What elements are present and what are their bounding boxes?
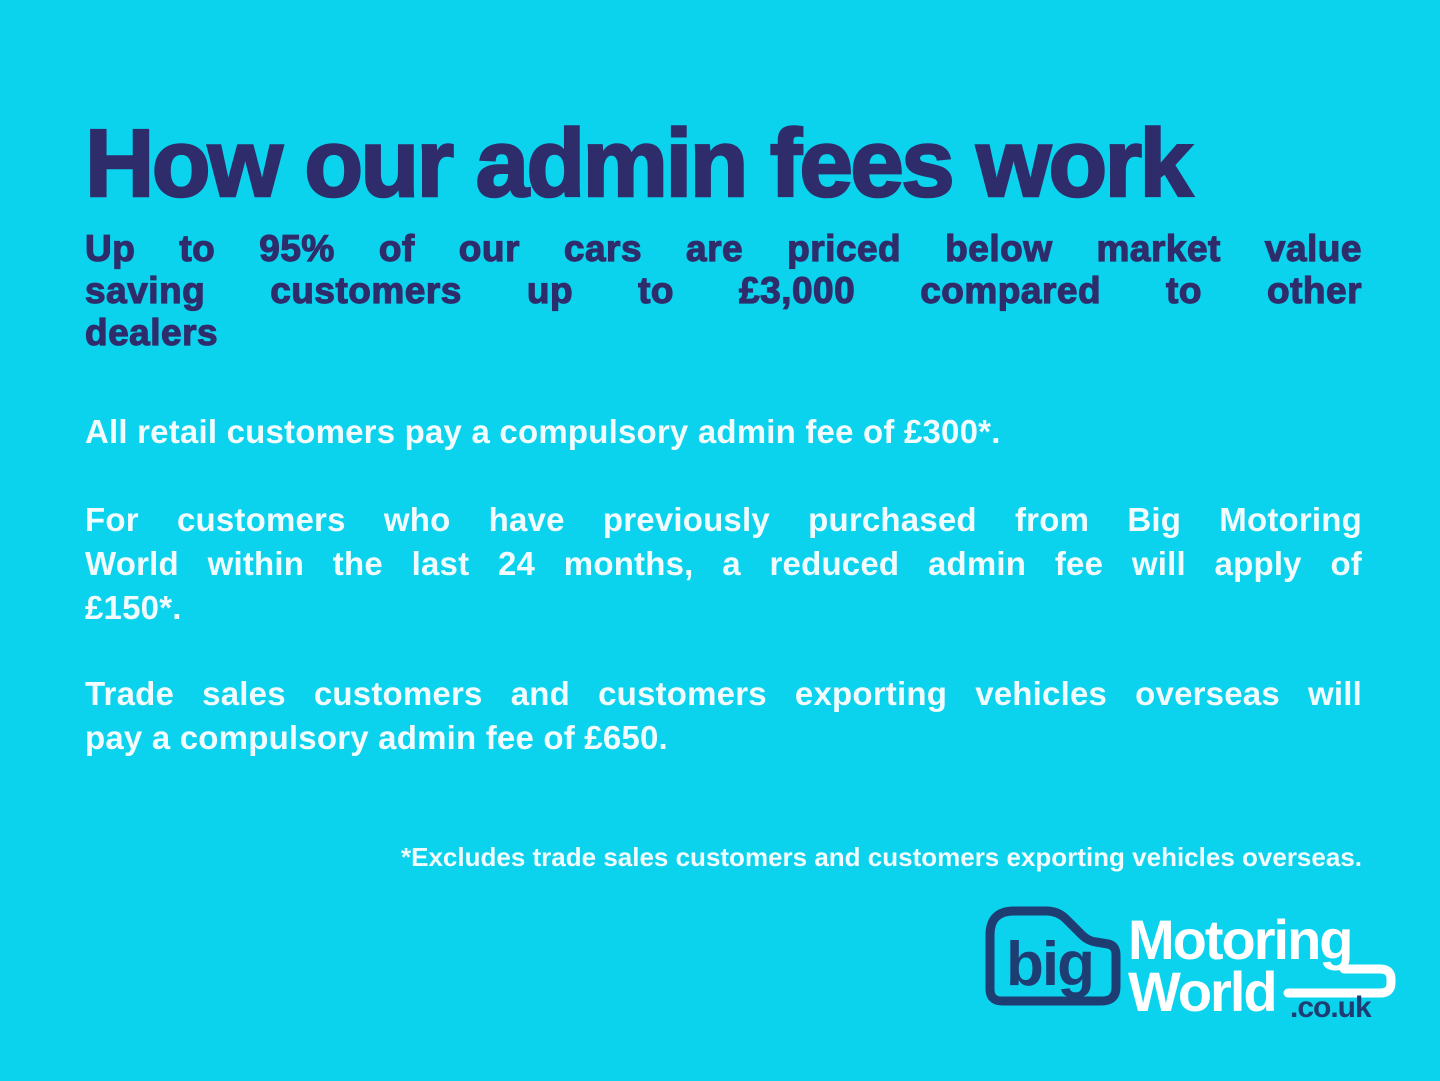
- logo-big-label: big: [1006, 930, 1093, 999]
- text-line: Up to 95% of our cars are priced below market value: [85, 228, 1362, 269]
- disclaimer-footnote: *Excludes trade sales customers and customers exporting vehicles overseas.: [401, 842, 1362, 872]
- text-line: World within the last 24 months, a reduced admin fee will apply of: [85, 545, 1362, 582]
- text-line: dealers: [85, 312, 219, 353]
- logo-connector-line: [1288, 969, 1391, 993]
- logo-world-label: World: [1128, 960, 1276, 1023]
- paragraph-trade-export-fee: [85, 672, 1362, 760]
- paragraph-returning-customer-fee: [85, 498, 1362, 630]
- text-line: £150*.: [85, 589, 182, 626]
- text-line: Trade sales customers and customers exporting vehicles overseas will: [85, 675, 1362, 712]
- page-title: How our admin fees work: [85, 110, 1191, 217]
- text-line: saving customers up to £3,000 compared to other: [85, 270, 1362, 311]
- subtitle: [85, 228, 1362, 354]
- text-line: All retail customers pay a compulsory admin fee of £300*.: [85, 413, 1001, 450]
- text-line: pay a compulsory admin fee of £650.: [85, 719, 668, 756]
- logo-graphic: [982, 899, 1414, 1027]
- logo-couk-label: .co.uk: [1290, 991, 1371, 1024]
- paragraph-retail-admin-fee: [85, 410, 1362, 454]
- main-content: [85, 0, 1362, 874]
- big-motoring-world-logo: [982, 899, 1414, 1027]
- text-line: For customers who have previously purchased from Big Motoring: [85, 501, 1362, 538]
- logo-motoring-label: Motoring: [1128, 908, 1352, 971]
